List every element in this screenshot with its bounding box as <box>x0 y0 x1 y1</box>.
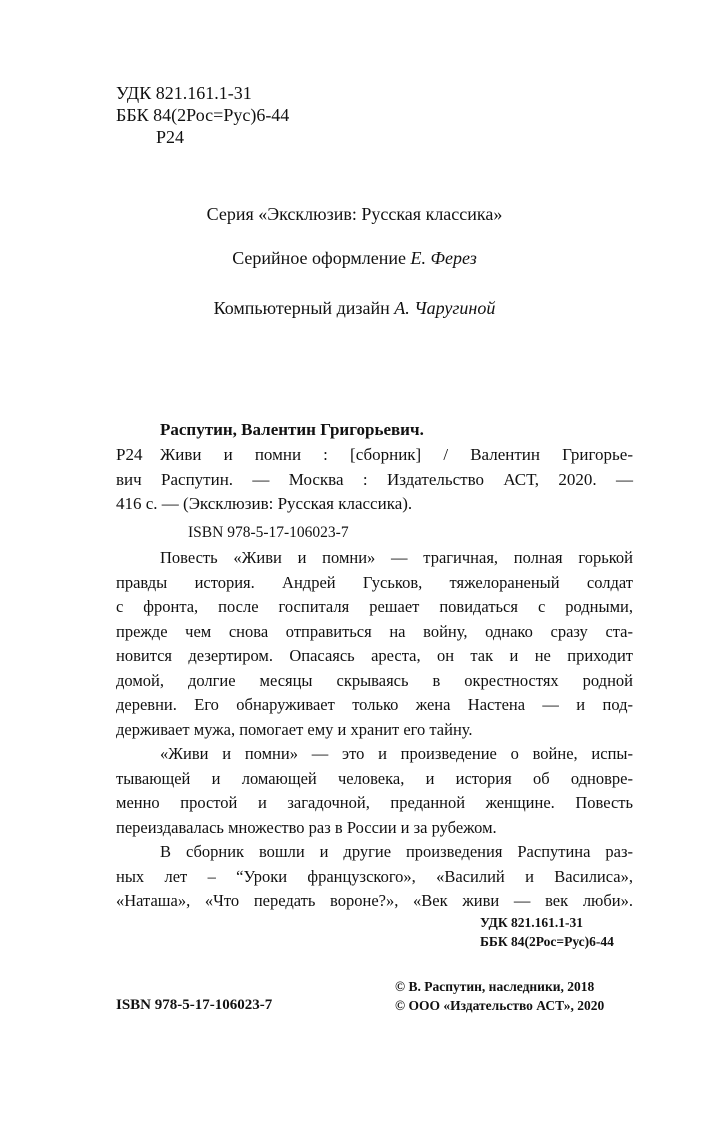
catalog-isbn: ISBN 978-5-17-106023-7 <box>188 524 349 541</box>
design-name: Е. Ферез <box>410 248 477 268</box>
catalog-line: Живи и помни : [сборник] / Валентин Григорье- <box>160 445 633 464</box>
annotation-paragraph-1 <box>116 546 633 742</box>
design-label: Серийное оформление <box>232 248 407 268</box>
annotation-line: Повесть «Живи и помни» — трагичная, полная горькой <box>160 548 633 567</box>
annotation-line: переиздавалась множество раз в России и за рубежом. <box>116 817 497 837</box>
catalog-line: вич Распутин. — Москва : Издательство АСТ, 2020. — <box>116 469 633 489</box>
annotation-line: тывающей и ломающей человека, и история об одновре- <box>116 768 633 788</box>
author-mark: Р24 <box>156 127 185 147</box>
computer-design-label: Компьютерный дизайн <box>213 298 390 318</box>
design-line <box>0 247 709 269</box>
bbk-code: ББК 84(2Рос=Рус)6-44 <box>116 105 290 125</box>
udk-code: УДК 821.161.1-31 <box>116 83 252 103</box>
annotation-paragraph-3 <box>116 840 633 914</box>
annotation-line: правды история. Андрей Гуськов, тяжелораненый солдат <box>116 572 633 592</box>
footer-isbn: ISBN 978-5-17-106023-7 <box>116 997 273 1013</box>
annotation-line: домой, долгие месяцы скрываясь в окрестностях родной <box>116 670 633 690</box>
copyright-author: © В. Распутин, наследники, 2018 <box>395 979 595 994</box>
catalog-mark: Р24 <box>116 445 143 464</box>
footer-udk: УДК 821.161.1-31 <box>480 915 583 930</box>
annotation-line: новится дезертиром. Опасаясь ареста, он так и не приходит <box>116 646 633 665</box>
copyright-publisher: © ООО «Издательство АСТ», 2020 <box>395 998 605 1013</box>
series-line: Серия «Эксклюзив: Русская классика» <box>206 204 503 224</box>
catalog-line: 416 с. — (Эксклюзив: Русская классика). <box>116 494 413 514</box>
annotation-line: «Живи и помни» — это и произведение о войне, испы- <box>160 744 633 763</box>
footer-bbk: ББК 84(2Рос=Рус)6-44 <box>480 934 614 949</box>
annotation-paragraph-2 <box>116 742 633 840</box>
author-heading: Распутин, Валентин Григорьевич. <box>160 420 424 439</box>
annotation-line: держивает мужа, помогает ему и хранит его тайну. <box>116 719 473 739</box>
annotation-line: прежде чем снова отправиться на войну, однако сразу ста- <box>116 621 633 641</box>
computer-design-name: А. Чаругиной <box>394 298 496 318</box>
annotation-line: «Наташа», «Что передать вороне?», «Век живи — век люби». <box>116 891 633 910</box>
annotation-line: деревни. Его обнаруживает только жена Настена — и под- <box>116 695 633 714</box>
computer-design-line <box>0 297 709 319</box>
annotation-line: В сборник вошли и другие произведения Распутина раз- <box>160 842 633 861</box>
annotation-line: ных лет – “Уроки французского», «Василий и Василиса», <box>116 866 633 886</box>
annotation-line: менно простой и загадочной, преданной женщине. Повесть <box>116 793 633 812</box>
annotation-line: с фронта, после госпиталя решает повидаться с родными, <box>116 597 633 616</box>
